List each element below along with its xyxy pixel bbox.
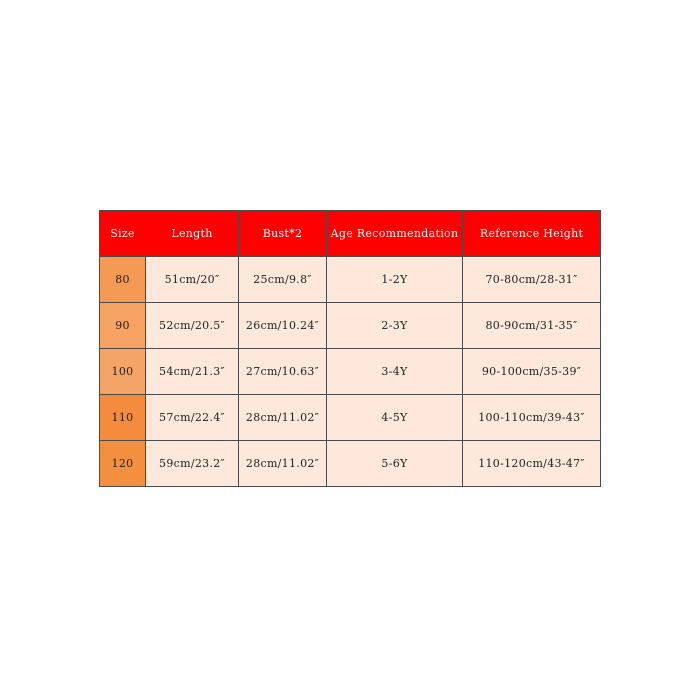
header-reference-height: Reference Height bbox=[463, 211, 601, 257]
age-cell: 1-2Y bbox=[327, 257, 463, 303]
table-row bbox=[100, 257, 601, 303]
length-cell: 52cm/20.5″ bbox=[146, 303, 239, 349]
size-cell: 120 bbox=[100, 441, 146, 487]
height-cell: 70-80cm/28-31″ bbox=[463, 257, 601, 303]
length-cell: 54cm/21.3″ bbox=[146, 349, 239, 395]
header-age-recommendation: Age Recommendation bbox=[327, 211, 463, 257]
size-cell: 100 bbox=[100, 349, 146, 395]
table-body bbox=[100, 257, 601, 487]
header-length: Length bbox=[146, 211, 239, 257]
header-row bbox=[100, 211, 601, 257]
bust-cell: 27cm/10.63″ bbox=[239, 349, 327, 395]
height-cell: 90-100cm/35-39″ bbox=[463, 349, 601, 395]
age-cell: 4-5Y bbox=[327, 395, 463, 441]
table-row bbox=[100, 441, 601, 487]
length-cell: 57cm/22.4″ bbox=[146, 395, 239, 441]
bust-cell: 28cm/11.02″ bbox=[239, 395, 327, 441]
size-cell: 110 bbox=[100, 395, 146, 441]
bust-cell: 25cm/9.8″ bbox=[239, 257, 327, 303]
bust-cell: 28cm/11.02″ bbox=[239, 441, 327, 487]
height-cell: 80-90cm/31-35″ bbox=[463, 303, 601, 349]
size-chart-table bbox=[99, 210, 601, 487]
height-cell: 110-120cm/43-47″ bbox=[463, 441, 601, 487]
age-cell: 2-3Y bbox=[327, 303, 463, 349]
age-cell: 3-4Y bbox=[327, 349, 463, 395]
length-cell: 51cm/20″ bbox=[146, 257, 239, 303]
table-header bbox=[100, 211, 601, 257]
age-cell: 5-6Y bbox=[327, 441, 463, 487]
bust-cell: 26cm/10.24″ bbox=[239, 303, 327, 349]
length-cell: 59cm/23.2″ bbox=[146, 441, 239, 487]
height-cell: 100-110cm/39-43″ bbox=[463, 395, 601, 441]
table-row bbox=[100, 395, 601, 441]
table-row bbox=[100, 349, 601, 395]
table-row bbox=[100, 303, 601, 349]
size-cell: 90 bbox=[100, 303, 146, 349]
header-bust: Bust*2 bbox=[239, 211, 327, 257]
size-cell: 80 bbox=[100, 257, 146, 303]
header-size: Size bbox=[100, 211, 146, 257]
